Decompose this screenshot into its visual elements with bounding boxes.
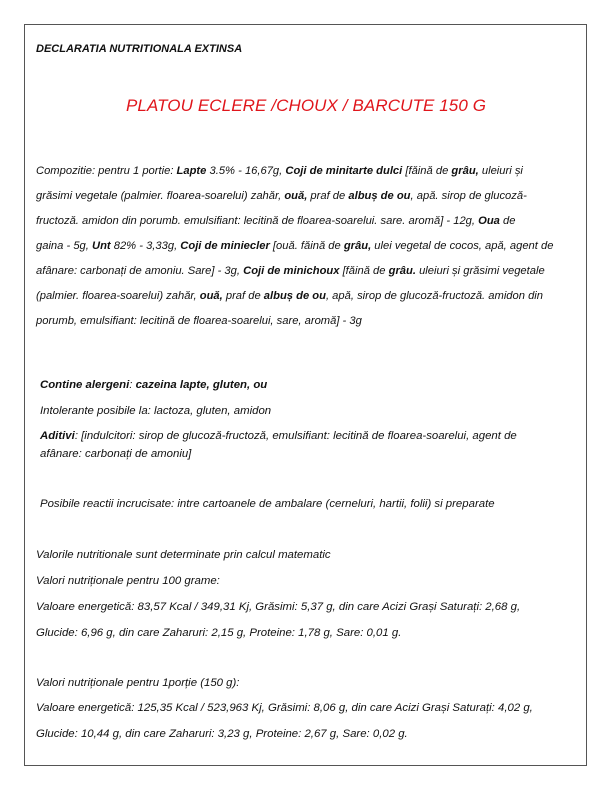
- product-title: PLATOU ECLERE /CHOUX / BARCUTE 150 G: [125, 96, 487, 115]
- text-run: grăsimi vegetale (palmier. floarea-soarelui) zahăr,: [36, 190, 285, 202]
- text-run: praf de: [222, 290, 264, 302]
- text-run: , apă, sirop de glucoză-fructoză. amidon din: [325, 290, 544, 302]
- text-run: 82% - 3,33g,: [110, 240, 181, 252]
- text-run: afânare: carbonați de amoniu. Sare] - 3g,: [36, 265, 244, 277]
- text-run: afânare: carbonați de amoniu]: [40, 448, 192, 460]
- text-run: : [indulcitori: sirop de glucoză-fructoză, emulsifiant: lecitină de floarea-soarelui, agent de: [74, 430, 517, 442]
- text-run: uleiuri și grăsimi vegetale: [415, 265, 545, 277]
- text-run: 3.5% - 16,67g,: [206, 165, 286, 177]
- text-run: porumb, emulsifiant: lecitină de floarea-soarelui, sare, aromă] - 3g: [36, 315, 362, 327]
- perportion-values: Glucide: 10,44 g, din care Zaharuri: 3,23 g, Proteine: 2,67 g, Sare: 0,02 g.: [36, 728, 408, 740]
- composition-line: [36, 239, 553, 253]
- bold-text-run: cazeina lapte, gluten, ou: [135, 379, 268, 391]
- text-run: gaina - 5g,: [36, 240, 92, 252]
- per100-heading: Valori nutriționale pentru 100 grame:: [36, 575, 220, 587]
- bold-text-run: Aditivi: [40, 430, 75, 442]
- composition-line: [36, 189, 527, 203]
- page-border: [24, 24, 587, 766]
- composition-line: [36, 289, 543, 303]
- bold-text-run: Lapte: [176, 165, 207, 177]
- text-run: ulei vegetal de cocos, apă, agent de: [371, 240, 554, 252]
- per100-values: Glucide: 6,96 g, din care Zaharuri: 2,15 g, Proteine: 1,78 g, Sare: 0,01 g.: [36, 627, 402, 639]
- text-run: [făină de: [402, 165, 452, 177]
- text-run: [făină de: [339, 265, 389, 277]
- cross-reactions-line: Posibile reactii incrucisate: intre cartoanele de ambalare (cerneluri, hartii, folii) si preparate: [40, 498, 495, 510]
- text-run: praf de: [307, 190, 349, 202]
- intolerances-line: Intolerante posibile la: lactoza, gluten, amidon: [40, 405, 272, 417]
- text-run: (palmier. floarea-soarelui) zahăr,: [36, 290, 200, 302]
- bold-text-run: Contine alergeni: [40, 379, 130, 391]
- perportion-heading: Valori nutriționale pentru 1porție (150 g):: [36, 677, 240, 689]
- bold-text-run: Oua: [478, 215, 500, 227]
- bold-text-run: Coji de minichoux: [243, 265, 340, 277]
- text-run: [ouă. făină de: [269, 240, 344, 252]
- composition-line: [36, 264, 545, 278]
- bold-text-run: albuș de ou: [348, 190, 411, 202]
- bold-text-run: ouă,: [199, 290, 223, 302]
- bold-text-run: grâu,: [451, 165, 479, 177]
- document-header: DECLARATIA NUTRITIONALA EXTINSA: [36, 43, 243, 55]
- composition-line: [36, 214, 515, 228]
- additives-line: [40, 447, 191, 461]
- calc-note: Valorile nutritionale sunt determinate prin calcul matematic: [36, 549, 331, 561]
- text-run: :: [129, 379, 136, 391]
- bold-text-run: ouă,: [284, 190, 308, 202]
- bold-text-run: Coji de minitarte dulci: [285, 165, 403, 177]
- per100-values: Valoare energetică: 83,57 Kcal / 349,31 Kj, Grăsimi: 5,37 g, din care Acizi Grași Saturați: 2,68 g,: [36, 601, 521, 613]
- text-run: de: [499, 215, 516, 227]
- additives-line: [40, 429, 517, 443]
- allergens-line: [40, 378, 267, 392]
- composition-line: [36, 314, 362, 328]
- text-run: Compozitie: pentru 1 portie:: [36, 165, 177, 177]
- text-run: uleiuri și: [478, 165, 523, 177]
- bold-text-run: Unt: [91, 240, 111, 252]
- bold-text-run: Coji de miniecler: [180, 240, 270, 252]
- bold-text-run: grâu.: [388, 265, 416, 277]
- bold-text-run: grâu,: [343, 240, 372, 252]
- text-run: , apă. sirop de glucoză-: [410, 190, 527, 202]
- bold-text-run: albuș de ou: [263, 290, 326, 302]
- text-run: fructoză. amidon din porumb. emulsifiant: lecitină de floarea-soarelui. sare. aromă] - 12g,: [36, 215, 479, 227]
- perportion-values: Valoare energetică: 125,35 Kcal / 523,963 Kj, Grăsimi: 8,06 g, din care Acizi Grași Saturați: 4,02 g,: [36, 702, 533, 714]
- composition-line: [36, 164, 523, 178]
